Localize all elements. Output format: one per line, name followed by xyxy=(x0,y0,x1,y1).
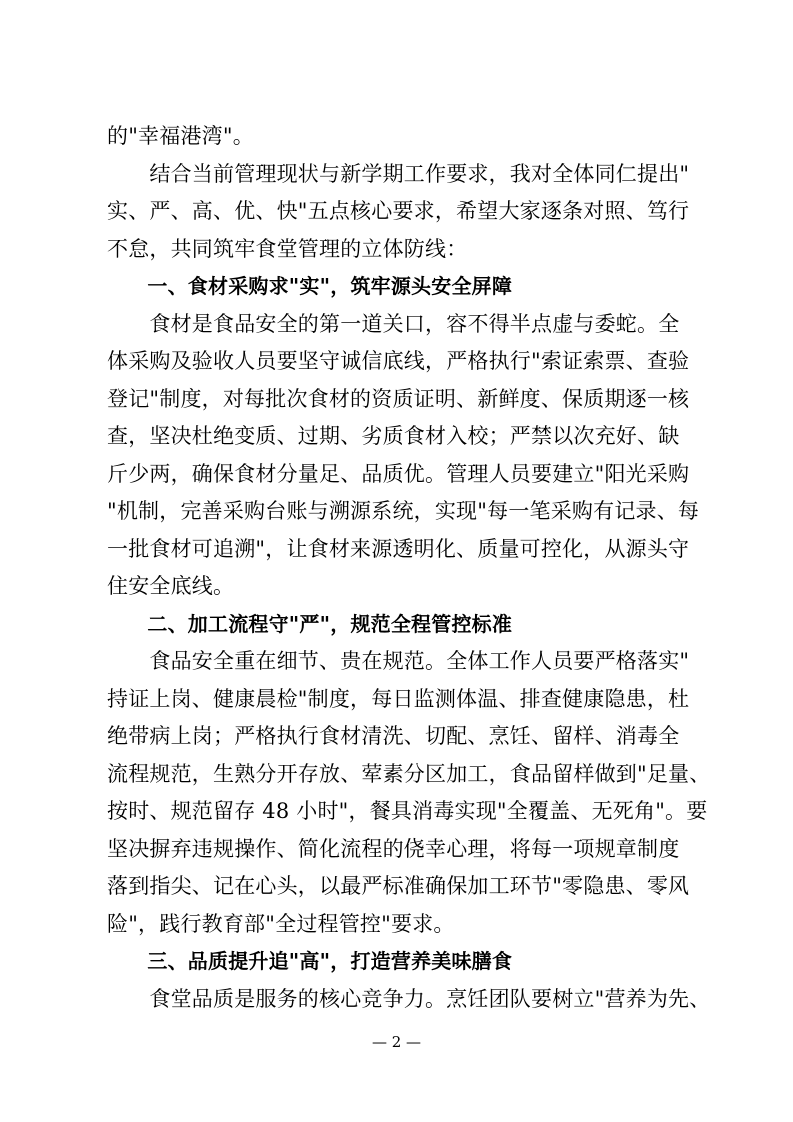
paragraph-line: 持证上岗、健康晨检"制度，每日监测体温、排查健康隐患，杜 xyxy=(107,687,690,711)
paragraph-line: 绝带病上岗；严格执行食材清洗、切配、烹饪、留样、消毒全 xyxy=(107,724,680,748)
paragraph-line: 体采购及验收人员要坚守诚信底线，严格执行"索证索票、查验 xyxy=(107,349,690,373)
paragraph-line: 坚决摒弃违规操作、简化流程的侥幸心理，将每一项规章制度 xyxy=(107,837,680,861)
paragraph-line: 一批食材可追溯"，让食材来源透明化、质量可控化，从源头守 xyxy=(107,537,690,561)
paragraph-line: 险"，践行教育部"全过程管控"要求。 xyxy=(107,912,455,936)
paragraph-line: 按时、规范留存 48 小时"，餐具消毒实现"全覆盖、无死角"。要 xyxy=(107,799,708,823)
paragraph-line: 食堂品质是服务的核心竞争力。烹饪团队要树立"营养为先、 xyxy=(107,987,711,1011)
paragraph-line: 斤少两，确保食材分量足、品质优。管理人员要建立"阳光采购 xyxy=(107,462,690,486)
paragraph-line: "机制，完善采购台账与溯源系统，实现"每一笔采购有记录、每 xyxy=(107,499,700,523)
section-heading: 三、品质提升追"高"，打造营养美味膳食 xyxy=(107,949,513,973)
paragraph-line: 结合当前管理现状与新学期工作要求，我对全体同仁提出" xyxy=(107,162,690,186)
paragraph-line: 流程规范，生熟分开存放、荤素分区加工，食品留样做到"足量、 xyxy=(107,762,711,786)
paragraph-line: 落到指尖、记在心头，以最严标准确保加工环节"零隐患、零风 xyxy=(107,874,690,898)
paragraph-line: 查，坚决杜绝变质、过期、劣质食材入校；严禁以次充好、缺 xyxy=(107,424,680,448)
paragraph-line: 住安全底线。 xyxy=(107,574,235,598)
paragraph-line: 的"幸福港湾"。 xyxy=(107,124,254,148)
paragraph-line: 实、严、高、优、快"五点核心要求，希望大家逐条对照、笃行 xyxy=(107,199,690,223)
paragraph-line: 不怠，共同筑牢食堂管理的立体防线： xyxy=(107,237,468,261)
paragraph-line: 食材是食品安全的第一道关口，容不得半点虚与委蛇。全 xyxy=(107,312,680,336)
page-number: — 2 — xyxy=(371,1033,422,1051)
section-heading: 二、加工流程守"严"，规范全程管控标准 xyxy=(107,612,513,636)
section-heading: 一、食材采购求"实"，筑牢源头安全屏障 xyxy=(107,274,513,298)
paragraph-line: 登记"制度，对每批次食材的资质证明、新鲜度、保质期逐一核 xyxy=(107,387,690,411)
paragraph-line: 食品安全重在细节、贵在规范。全体工作人员要严格落实" xyxy=(107,649,690,673)
